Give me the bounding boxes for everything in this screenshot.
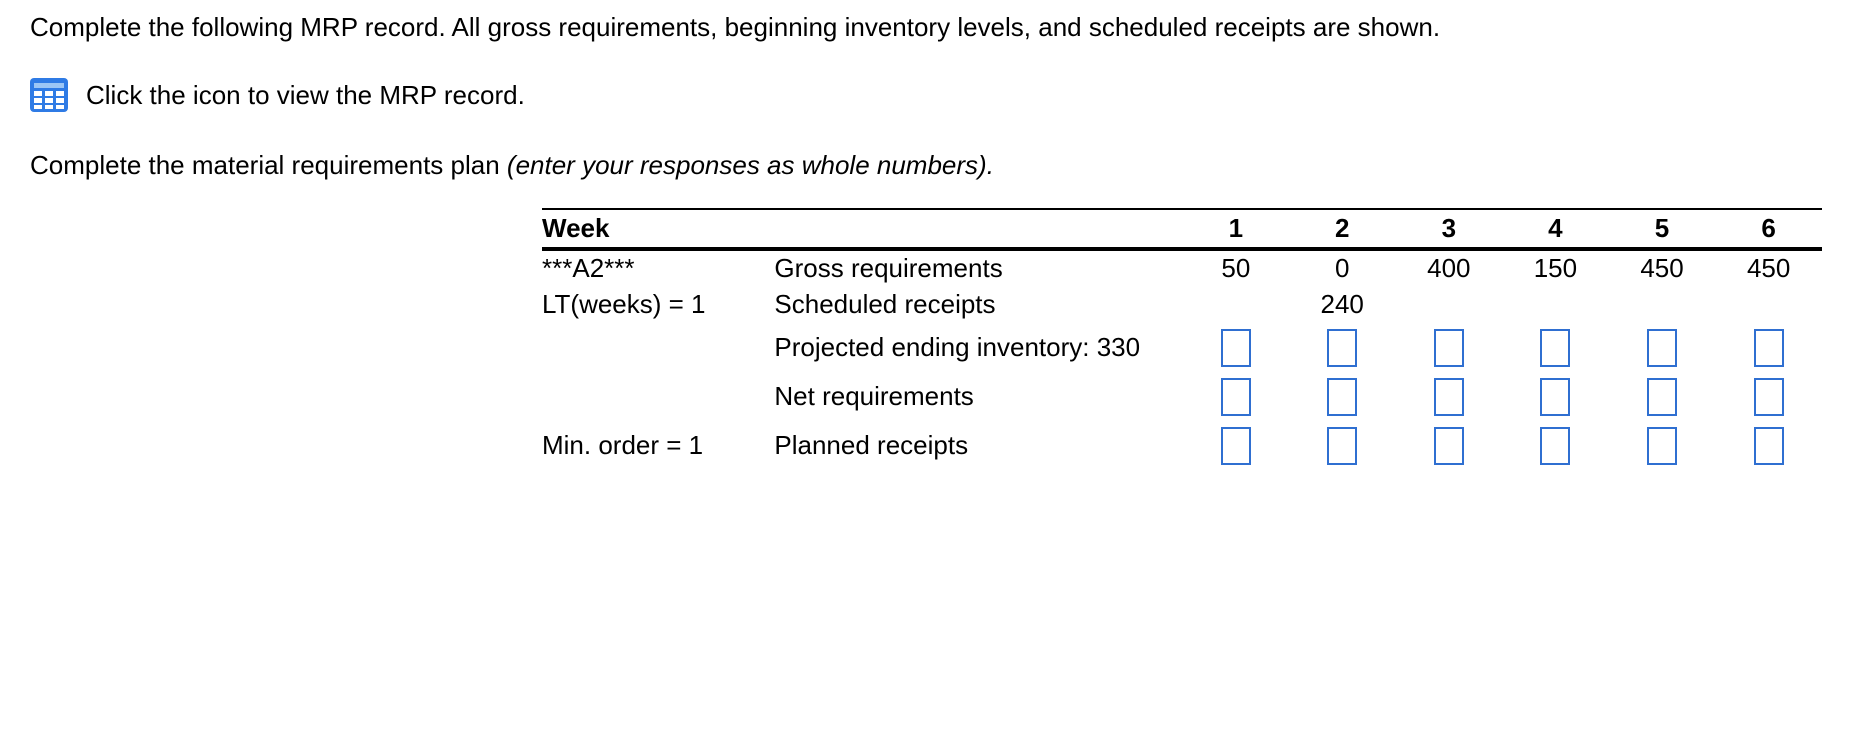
- week-6-header: 6: [1715, 209, 1822, 249]
- projected-inventory-row: [542, 323, 1822, 372]
- plan-instruction: [30, 150, 994, 181]
- scheduled-week-4: [1502, 286, 1609, 323]
- scheduled-week-3: [1396, 286, 1503, 323]
- gross-requirements-row: [542, 249, 1822, 286]
- min-order-label: Min. order = 1: [542, 430, 704, 460]
- net-week-4-input[interactable]: [1540, 378, 1570, 416]
- header-spacer: [774, 209, 1182, 249]
- projected-inventory-label: Projected ending inventory: 330: [774, 332, 1141, 362]
- scheduled-week-6: [1715, 286, 1822, 323]
- gross-week-4: 150: [1533, 253, 1578, 283]
- week-2-header: 2: [1289, 209, 1396, 249]
- net-requirements-label: Net requirements: [774, 381, 974, 411]
- lead-time-label: LT(weeks) = 1: [542, 289, 706, 319]
- gross-week-5: 450: [1640, 253, 1684, 283]
- net-week-2-input[interactable]: [1327, 378, 1357, 416]
- week-4-header: 4: [1502, 209, 1609, 249]
- empty-item-cell: [542, 323, 774, 372]
- net-week-6-input[interactable]: [1754, 378, 1784, 416]
- projected-week-5-input[interactable]: [1647, 329, 1677, 367]
- gross-week-1: 50: [1221, 253, 1251, 283]
- planned-week-3-input[interactable]: [1434, 427, 1464, 465]
- gross-requirements-label: Gross requirements: [774, 253, 1003, 283]
- planned-week-4-input[interactable]: [1540, 427, 1570, 465]
- net-week-1-input[interactable]: [1221, 378, 1251, 416]
- intro-text: Complete the following MRP record. All gross requirements, beginning inventory levels, and scheduled receipts are shown.: [30, 12, 1441, 42]
- net-week-3-input[interactable]: [1434, 378, 1464, 416]
- week-5-header: 5: [1609, 209, 1716, 249]
- planned-receipts-label: Planned receipts: [774, 430, 969, 460]
- scheduled-week-5: [1609, 286, 1716, 323]
- week-header-row: [542, 209, 1822, 249]
- net-requirements-row: [542, 372, 1822, 421]
- planned-week-6-input[interactable]: [1754, 427, 1784, 465]
- week-header: Week: [542, 209, 774, 249]
- projected-week-1-input[interactable]: [1221, 329, 1251, 367]
- projected-week-2-input[interactable]: [1327, 329, 1357, 367]
- projected-week-6-input[interactable]: [1754, 329, 1784, 367]
- scheduled-week-2: 240: [1320, 289, 1364, 319]
- net-week-5-input[interactable]: [1647, 378, 1677, 416]
- scheduled-week-1: [1183, 286, 1289, 323]
- planned-week-2-input[interactable]: [1327, 427, 1357, 465]
- view-record-text: Click the icon to view the MRP record.: [86, 79, 525, 110]
- mrp-table: [542, 208, 1822, 470]
- plan-text: Complete the material requirements plan: [30, 150, 500, 180]
- item-label: ***A2***: [542, 253, 635, 283]
- plan-hint: (enter your responses as whole numbers).: [506, 150, 994, 180]
- planned-week-5-input[interactable]: [1647, 427, 1677, 465]
- week-3-header: 3: [1396, 209, 1503, 249]
- view-record-row: [30, 78, 525, 112]
- gross-week-2: 0: [1334, 253, 1350, 283]
- gross-week-6: 450: [1746, 253, 1791, 283]
- planned-week-1-input[interactable]: [1221, 427, 1251, 465]
- projected-week-3-input[interactable]: [1434, 329, 1464, 367]
- empty-item-cell: [542, 372, 774, 421]
- planned-receipts-row: [542, 421, 1822, 470]
- week-1-header: 1: [1183, 209, 1289, 249]
- scheduled-receipts-label: Scheduled receipts: [774, 289, 996, 319]
- table-grid-icon[interactable]: [30, 78, 68, 112]
- projected-week-4-input[interactable]: [1540, 329, 1570, 367]
- scheduled-receipts-row: [542, 286, 1822, 323]
- gross-week-3: 400: [1427, 253, 1471, 283]
